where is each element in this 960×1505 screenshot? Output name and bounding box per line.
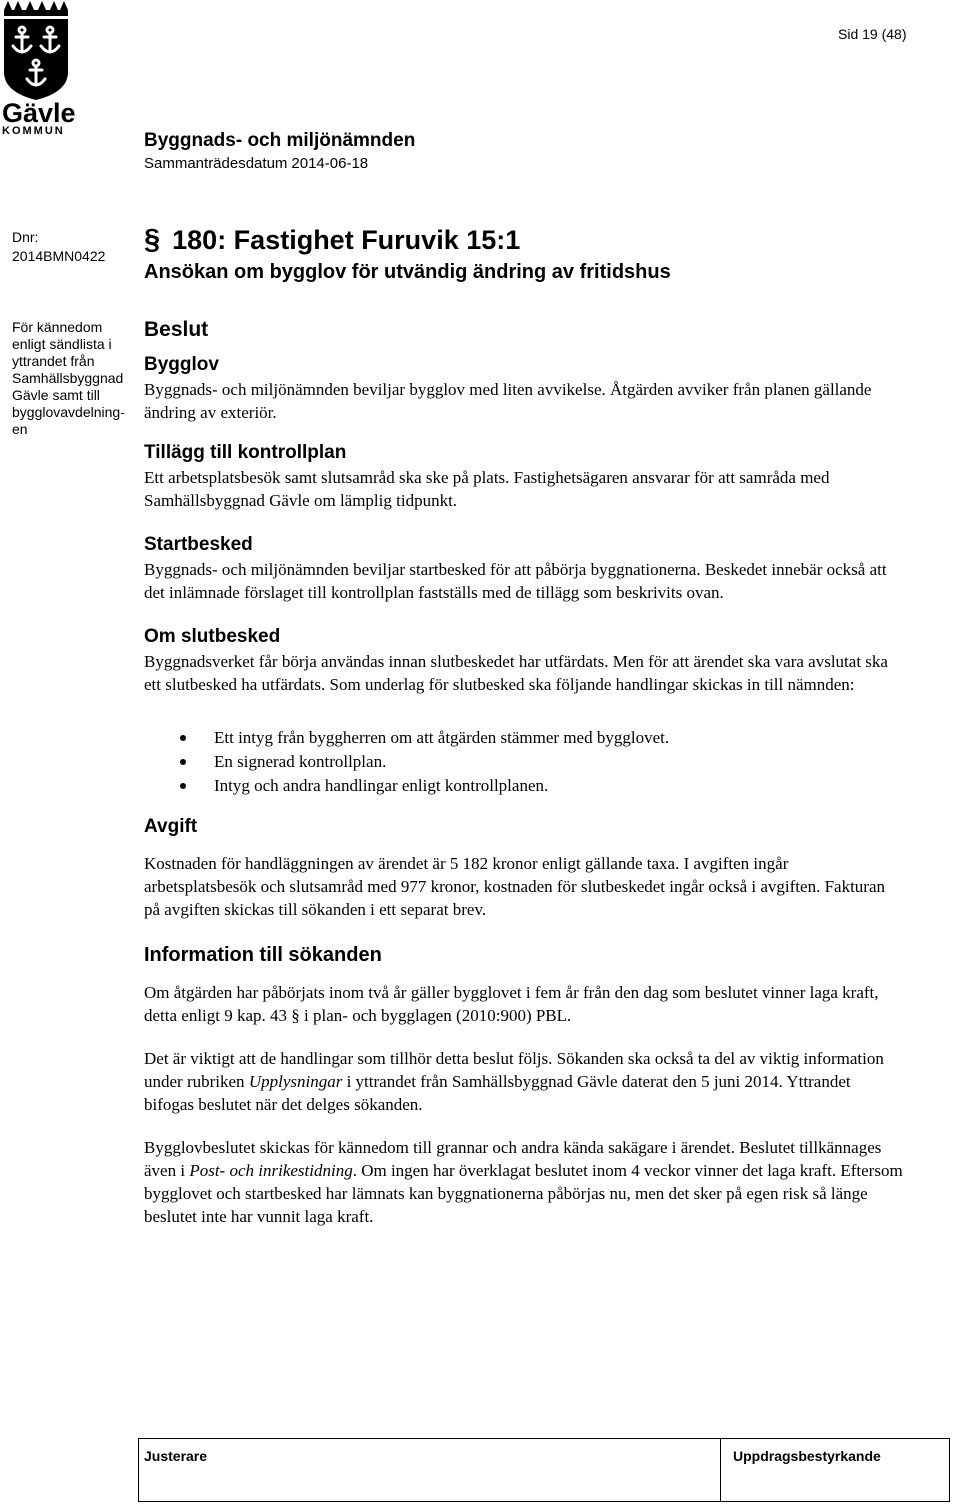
meeting-date-line [144,155,368,172]
post-och-inrikes-reference: Post- och inrikestidning [189,1161,353,1180]
kontrollplan-text: Ett arbetsplatsbesök samt slutsamråd ska ske på plats. Fastighetsägaren ansvarar för att samråda med Samhällsbyggnad Gävle om lämplig tidpunkt. [144,468,830,510]
required-documents-list [144,726,904,798]
info-p2-start: Det är viktigt att de handlingar som tillhör detta beslut följs. Sökanden ska också ta del av viktig information under rubriken [144,1049,884,1091]
uppdragsbestyrkande-label: Uppdragsbestyrkande [733,1448,881,1464]
distribution-note [12,319,137,438]
title-text: 180: Fastighet Furuvik 15:1 [172,225,521,255]
info-p3-end: . Om ingen har överklagat beslutet inom 4 veckor vinner det laga kraft. Eftersom bygglovet och startbesked har lämnats kan byggnationerna påbörjas nu, men det sker på egen risk så länge beslutet inte har vunnit laga kraft. [144,1161,903,1226]
slutbesked-text: Byggnadsverket får börja användas innan slutbeskedet har utfärdats. Men för att ärendet ska vara avslutat ska ett slutbesked ha utfärdats. Som underlag för slutbesked ska följande handlingar skickas in till nämnden: [144,652,888,694]
dnr-label: Dnr: [12,229,39,245]
upplysningar-reference: Upplysningar [248,1072,343,1091]
signature-divider [720,1438,721,1502]
list-item: Ett intyg från byggherren om att åtgärden stämmer med bygglovet. [144,726,904,750]
information-heading: Information till sökanden [144,944,382,966]
sidebar-line: enligt sändlista i [12,336,112,352]
startbesked-text: Byggnads- och miljönämnden beviljar startbesked för att påbörja byggnationerna. Beskedet innebär också att det inlämnade förslaget till kontrollplan fastställs med de tillägg som beskrivits ovan. [144,560,887,602]
page-number: Sid 19 (48) [838,26,907,42]
bygglov-text: Byggnads- och miljönämnden beviljar bygglov med liten avvikelse. Åtgärden avviker från planen gällande ändring av exteriör. [144,380,872,422]
dnr-value: 2014BMN0422 [12,248,106,264]
list-item: Intyg och andra handlingar enligt kontrollplanen. [144,774,904,798]
beslut-heading: Beslut [144,318,209,341]
crown-icon [4,1,68,16]
list-item: En signerad kontrollplan. [144,750,904,774]
information-paragraph-3 [144,1136,904,1228]
information-paragraph-1: Om åtgärden har påbörjats inom två år gäller bygglovet i fem år från den dag som beslutet vinner laga kraft, detta enligt 9 kap. 43 § i plan- och bygglagen (2010:900) PBL. [144,983,879,1025]
sidebar-line: För kännedom [12,319,103,335]
section-symbol: § [144,224,161,256]
slutbesked-heading: Om slutbesked [144,626,281,647]
justerare-label: Justerare [144,1448,208,1464]
bygglov-heading: Bygglov [144,354,219,375]
page-subtitle: Ansökan om bygglov för utvändig ändring av fritidshus [144,261,671,283]
committee-name: Byggnads- och miljönämnden [144,130,416,151]
sidebar-line: yttrandet från [12,353,95,369]
logo-text: Gävle [2,98,76,128]
page-title [144,224,520,257]
kontrollplan-heading: Tillägg till kontrollplan [144,442,347,463]
avgift-text: Kostnaden för handläggningen av ärendet är 5 182 kronor enligt gällande taxa. I avgiften ingår arbetsplatsbesök och slutsamråd med 977 kronor, kostnaden för slutbeskedet ingår också i avgiften. Fakturan på avgiften skickas till sökanden i ett separat brev. [144,854,885,919]
gavle-kommun-logo [0,0,80,135]
info-p3-start: Bygglovbeslutet skickas för kännedom till grannar och andra kända sakägare i ärendet. Beslutet tillkännages även i [144,1138,882,1180]
information-paragraph-2 [144,1047,904,1116]
meeting-label: Sammanträdesdatum [144,155,288,172]
meeting-date: 2014-06-18 [291,155,369,172]
decision-body [144,316,904,1228]
sidebar-line: Samhällsbyggnad [12,370,124,386]
info-p2-end: i yttrandet från Samhällsbyggnad Gävle daterat den 5 juni 2014. Yttrandet bifogas beslutet när det delges sökanden. [144,1072,851,1114]
avgift-heading: Avgift [144,816,198,837]
sidebar-line: Gävle samt till [12,387,100,403]
sidebar-line: en [12,421,28,437]
sidebar-line: bygglovavdelning- [12,404,125,420]
startbesked-heading: Startbesked [144,534,253,555]
logo-subtext: KOMMUN [2,125,65,135]
case-number [12,228,105,266]
